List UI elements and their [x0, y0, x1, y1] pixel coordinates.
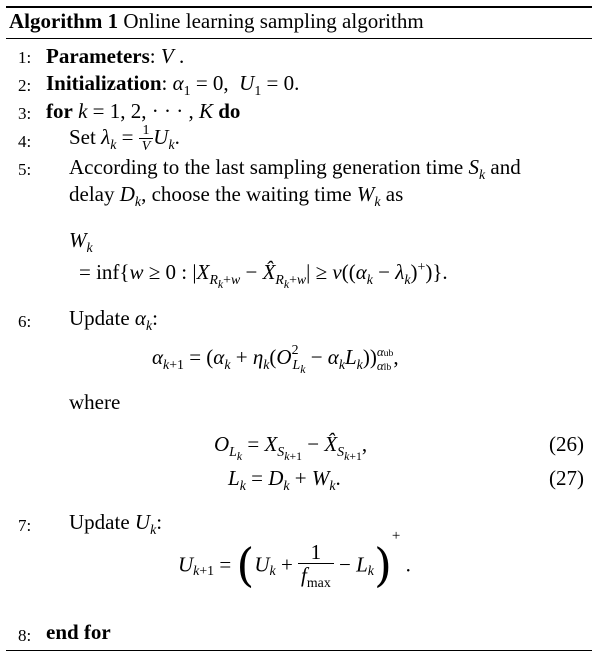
bottom-rule	[6, 650, 592, 651]
keyword-do: do	[218, 99, 241, 123]
alpha-ub: αub	[376, 344, 394, 360]
line-3	[46, 99, 598, 124]
line-5-text-d: , choose the waiting time	[141, 182, 352, 206]
top-rule	[6, 6, 592, 8]
line-6: Update $\alpha_k$:	[69, 306, 158, 334]
line-8	[46, 620, 598, 645]
line-5-text-c: delay	[69, 182, 115, 206]
alpha-lb: αlb	[376, 358, 392, 374]
line-5b: delay $D_k$, choose the waiting time $W_k$ as	[69, 182, 404, 210]
equation-number-26: (26)	[549, 432, 584, 456]
keyword-for: for	[46, 99, 73, 123]
algorithm-title: Online learning sampling algorithm	[123, 9, 424, 33]
wk-equation-lhs: $W_k$	[69, 228, 93, 256]
line-4-formula: $\lambda_k$ = $\frac{1}{V}$ $U_k$.	[101, 123, 180, 154]
line-5-text-a: According to the last sampling generation time	[69, 155, 464, 179]
line-number-7: 7:	[18, 516, 32, 535]
line-1-rest: : V .	[149, 44, 185, 68]
alpha-update-equation: $\alpha_{k+1} = (\alpha_k + \eta_k(O^2_{L_k} - \alpha_kL_k))$ αub αlb ,	[152, 342, 399, 376]
for-range: k = 1, 2, · · · , K	[78, 99, 213, 123]
where-text: where	[69, 390, 121, 414]
equation-27: $L_k = D_k + W_k$.	[228, 466, 341, 494]
algorithm-caption	[9, 9, 598, 34]
equation-26: $O_{L_k} = X_{S_{k+1}}$ − $X̂_{S_{k+1}}$,	[214, 432, 368, 463]
line-4	[69, 124, 598, 154]
keyword-end-for: end for	[46, 620, 111, 644]
keyword-initialization: Initialization	[46, 71, 162, 95]
line-number-6: 6:	[18, 312, 32, 331]
line-2	[46, 71, 598, 99]
line-7-text: Update	[69, 510, 130, 534]
line-4-text: Set	[69, 125, 96, 150]
line-5a: According to the last sampling generation time $S_k$ and	[69, 155, 521, 183]
equation-number-27: (27)	[549, 466, 584, 490]
line-6-text: Update	[69, 306, 130, 330]
line-2-rest: : $\alpha_1 = 0$, $U_1 = 0$.	[161, 71, 300, 99]
line-1	[46, 44, 598, 69]
algorithm-label: Algorithm 1	[9, 9, 119, 33]
wk-equation-rhs: = inf{w ≥ 0 : $|X_{R_k+w}$ − $X̂_{R_k+w}| \ge v((\alpha_k - \lambda_k)^+)$}.	[79, 259, 448, 291]
fmax-subscript: max	[306, 575, 331, 591]
line-7: Update $U_k$:	[69, 510, 163, 538]
line-number-5: 5:	[18, 160, 32, 179]
line-number-8: 8:	[18, 626, 32, 645]
keyword-parameters: Parameters	[46, 44, 150, 68]
line-5-text-e: as	[385, 182, 404, 206]
line-number-3: 3:	[18, 104, 32, 123]
line-5-text-b: and	[490, 155, 521, 179]
line-number-1: 1:	[18, 48, 32, 67]
u-update-equation: $U_{k+1} = (U_k$ + $\frac{1}{f_{max}}$ − $L_k)^+$ .	[178, 527, 411, 592]
line-number-4: 4:	[18, 132, 32, 151]
line-number-2: 2:	[18, 76, 32, 95]
inf-operator: inf	[96, 260, 120, 284]
caption-rule	[6, 38, 592, 39]
